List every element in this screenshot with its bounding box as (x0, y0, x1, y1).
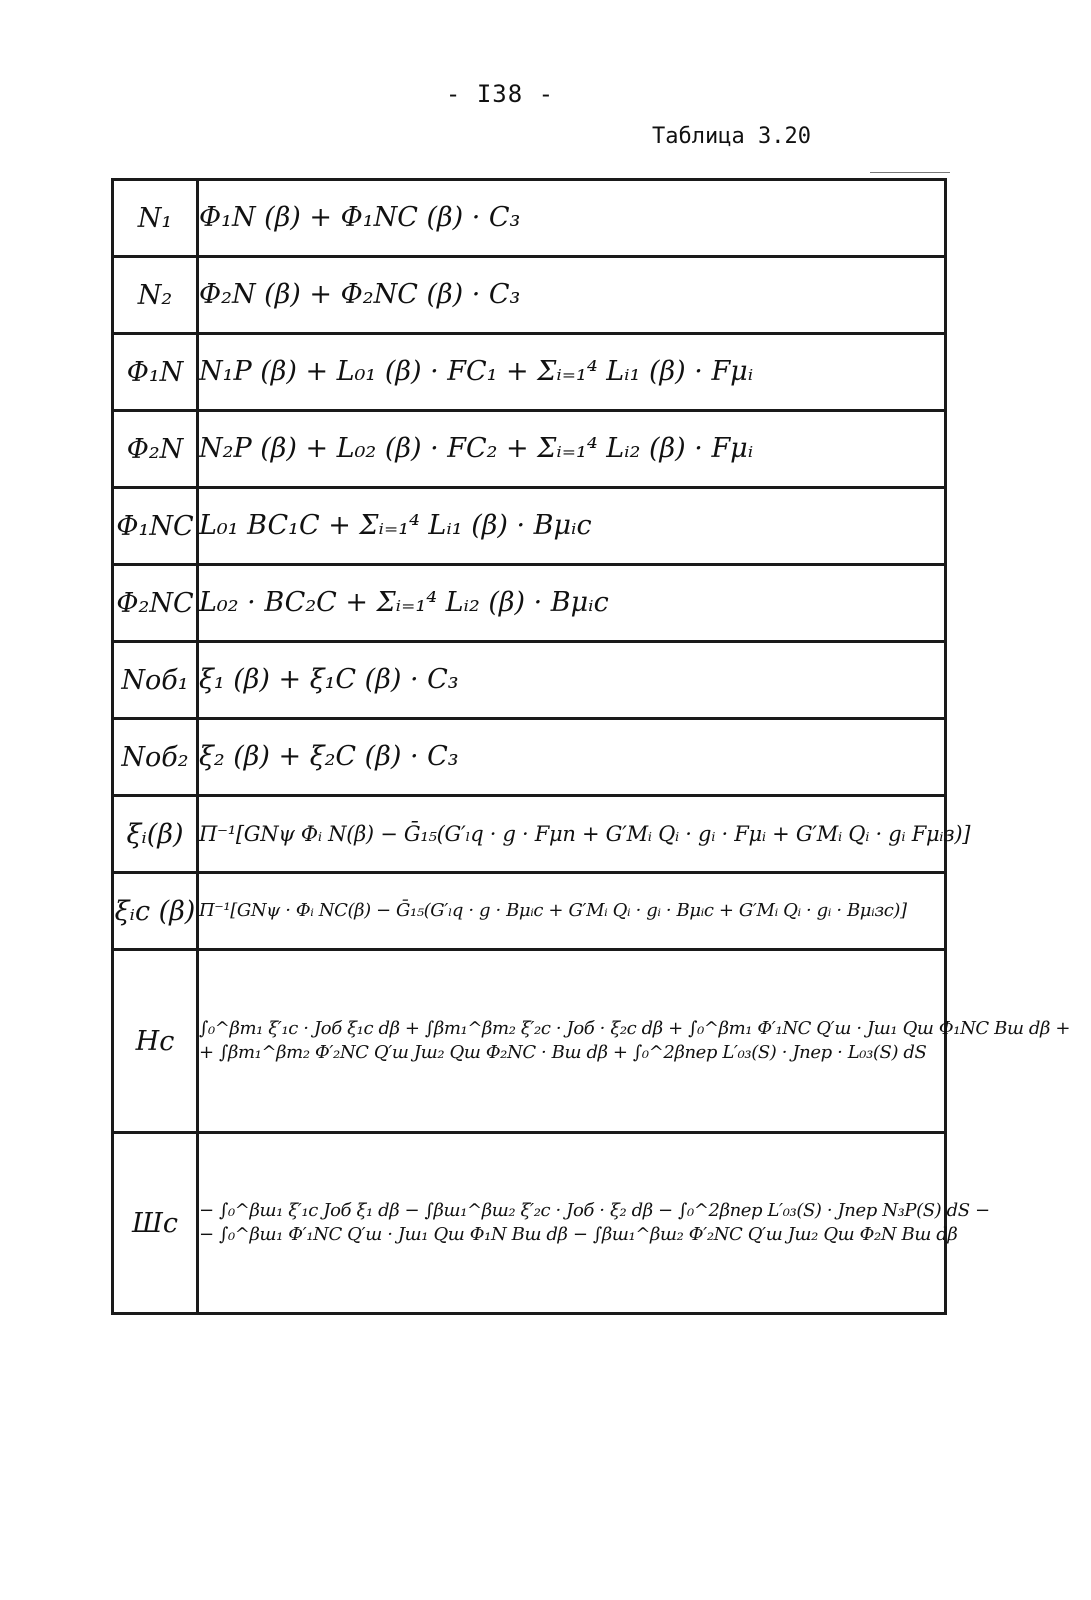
expression-line: ∫₀^βm₁ ξ′₁c · Jоб ξ₁c dβ + ∫βm₁^βm₂ ξ′₂c · Jоб · ξ₂c dβ + ∫₀^βm₁ Φ′₁NC Q′ш · Jш₁ Qш Φ₁NC Bш dβ + (199, 1017, 1071, 1039)
row-symbol: ξᵢc (β) (113, 873, 198, 950)
row-symbol: N₂ (113, 257, 198, 334)
row-expression (198, 1133, 990, 1314)
expression-line: − ∫₀^βш₁ Φ′₁NC Q′ш · Jш₁ Qш Φ₁N Bш dβ − ∫βш₁^βш₂ Φ′₂NC Q′ш Jш₂ Qш Φ₂N Bш dβ (199, 1224, 958, 1245)
table-row (113, 719, 946, 796)
row-symbol: Φ₁NC (113, 488, 198, 565)
row-expression (198, 873, 946, 950)
expression-line: Π⁻¹[GNψ Φᵢ N(β) − Ḡ₁₅(G′ₗq · g · Fμп + G′Мᵢ Qᵢ · gᵢ · Fμᵢ + G′Мᵢ Qᵢ · gᵢ Fμᵢз)] (199, 821, 971, 846)
page-number: - I38 - (445, 80, 555, 108)
table-row (113, 257, 946, 334)
formula-table (111, 178, 1071, 1315)
row-symbol: Φ₁N (113, 334, 198, 411)
row-symbol: ξᵢ(β) (113, 796, 198, 873)
row-expression (198, 257, 946, 334)
table-row (113, 565, 946, 642)
table-row (113, 950, 946, 1133)
expression-line: L₀₂ · BC₂C + Σᵢ₌₁⁴ Lᵢ₂ (β) · Bμᵢc (199, 586, 609, 618)
row-expression (198, 950, 1071, 1133)
expression-line: − ∫₀^βш₁ ξ′₁c Jоб ξ₁ dβ − ∫βш₁^βш₂ ξ′₂c · Jоб · ξ₂ dβ − ∫₀^2βпер L′₀₃(S) · Jпер N₃P(S) dS − (199, 1199, 990, 1221)
table-row (113, 180, 946, 257)
table-row (113, 411, 946, 488)
expression-line: Φ₁N (β) + Φ₁NC (β) · C₃ (199, 201, 521, 233)
row-expression (198, 411, 946, 488)
expression-line: + ∫βm₁^βm₂ Φ′₂NC Q′ш Jш₂ Qш Φ₂NC · Bш dβ + ∫₀^2βпер L′₀₃(S) · Jпер · L₀₃(S) dS (199, 1042, 927, 1063)
row-expression (198, 488, 946, 565)
expression-line: Φ₂N (β) + Φ₂NC (β) · C₃ (199, 278, 521, 310)
row-expression (198, 180, 946, 257)
row-symbol: Nоб₂ (113, 719, 198, 796)
row-symbol: Nоб₁ (113, 642, 198, 719)
row-symbol: Φ₂NC (113, 565, 198, 642)
table-row (113, 642, 946, 719)
row-symbol: Шc (113, 1133, 198, 1314)
row-expression (198, 334, 946, 411)
row-symbol: Hc (113, 950, 198, 1133)
row-expression (198, 796, 971, 873)
expression-line: N₁P (β) + L₀₁ (β) · FC₁ + Σᵢ₌₁⁴ Lᵢ₁ (β) · Fμᵢ (199, 355, 754, 387)
expression-line: N₂P (β) + L₀₂ (β) · FC₂ + Σᵢ₌₁⁴ Lᵢ₂ (β) · Fμᵢ (199, 432, 754, 464)
table-caption: Таблица 3.20 (652, 124, 811, 149)
row-expression (198, 565, 946, 642)
row-expression (198, 642, 946, 719)
row-expression (198, 719, 946, 796)
expression-line: L₀₁ BC₁C + Σᵢ₌₁⁴ Lᵢ₁ (β) · Bμᵢc (199, 509, 592, 541)
table-row (113, 334, 946, 411)
table-row (113, 1133, 946, 1314)
table-row (113, 873, 946, 950)
expression-line: Π⁻¹[GNψ · Φᵢ NC(β) − Ḡ₁₅(G′ₗq · g · Bμᵢc + G′Мᵢ Qᵢ · gᵢ · Bμᵢc + G′Мᵢ Qᵢ · gᵢ · Bμᵢзc)] (199, 899, 907, 921)
table-row (113, 796, 946, 873)
row-symbol: N₁ (113, 180, 198, 257)
table-row (113, 488, 946, 565)
expression-line: ξ₂ (β) + ξ₂C (β) · C₃ (199, 740, 459, 772)
expression-line: ξ₁ (β) + ξ₁C (β) · C₃ (199, 663, 459, 695)
row-symbol: Φ₂N (113, 411, 198, 488)
caption-rule (870, 172, 950, 173)
